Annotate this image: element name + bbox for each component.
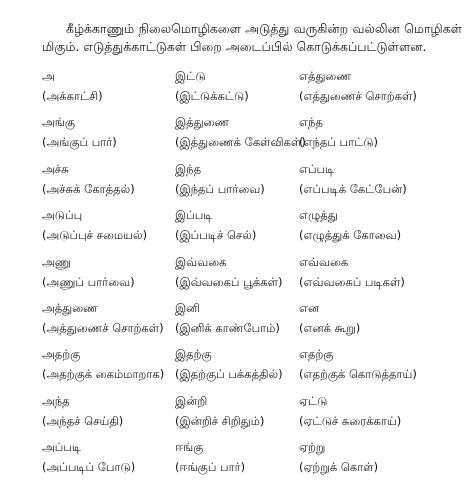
example-cell: (எப்படிக் கேட்பேன்): [299, 181, 407, 196]
word-cell: அப்படி: [42, 440, 82, 455]
example-row: [42, 180, 462, 198]
word-cell: ஏட்டு: [299, 393, 328, 408]
word-cell: இந்த: [175, 161, 202, 176]
example-cell: (இனிக் காண்போம்): [175, 320, 280, 335]
word-group-2: [42, 113, 462, 159]
example-row: [42, 226, 462, 244]
example-cell: (இதற்குப் பக்கத்தில்): [175, 367, 283, 382]
example-cell: (ஏட்டுச் சுரைக்காய்): [299, 413, 402, 428]
example-cell: (இத்துணைக் கேள்விகள்): [175, 135, 306, 150]
example-cell: (எவ்வகைப் படிகள்): [299, 274, 405, 289]
example-cell: (அந்தச் செய்தி): [42, 413, 124, 428]
word-row: [42, 206, 462, 224]
example-cell: (எந்தப் பாட்டு): [299, 135, 379, 150]
word-cell: அதற்கு: [42, 347, 81, 362]
word-group-8: [42, 392, 462, 438]
word-cell: ஏற்று: [299, 440, 326, 455]
example-cell: (எத்துணைச் சொற்கள்): [299, 89, 417, 103]
example-cell: (ஈங்குப் பார்): [175, 460, 246, 475]
word-cell: இன்றி: [175, 393, 208, 408]
example-cell: (ஏற்றுக் கொள்): [299, 460, 379, 475]
word-row: [42, 160, 462, 178]
word-cell: எழுத்து: [299, 208, 338, 223]
example-cell: (அக்காட்சி): [42, 89, 103, 103]
word-group-1: [42, 67, 462, 113]
word-cell: இட்டு: [175, 69, 206, 83]
word-row: [42, 299, 462, 317]
example-row: [42, 319, 462, 337]
example-row: [42, 273, 462, 291]
word-row: [42, 253, 462, 271]
word-cell: அந்த: [42, 393, 70, 408]
word-cell: இனி: [175, 300, 200, 315]
word-group-9: [42, 438, 462, 484]
word-cell: எந்த: [299, 115, 323, 130]
word-row: [42, 345, 462, 363]
word-cell: இதற்கு: [175, 347, 212, 362]
word-row: [42, 113, 462, 131]
word-cell: இப்படி: [175, 208, 213, 223]
word-cell: எவ்வகை: [299, 254, 349, 269]
example-cell: (எனக் கூறு): [299, 320, 361, 335]
word-cell: அங்கு: [42, 115, 76, 130]
word-cell: என: [299, 300, 320, 315]
example-cell: (இட்டுக்கட்டு): [175, 89, 249, 103]
word-group-4: [42, 206, 462, 252]
word-cell: அ: [42, 69, 55, 83]
example-cell: (அங்குப் பார்): [42, 135, 117, 150]
example-cell: (அச்சுக் கோத்தல்): [42, 181, 135, 196]
example-cell: (இன்றிச் சிறிதும்): [175, 413, 265, 428]
word-group-5: [42, 253, 462, 299]
word-cell: ஈங்கு: [175, 440, 204, 455]
example-cell: (அத்துணைச் சொற்கள்): [42, 320, 164, 335]
example-cell: (இப்படிச் செல்): [175, 228, 257, 243]
word-cell: அச்சு: [42, 161, 69, 176]
intro-paragraph: கீழ்க்காணும் நிலைமொழிகளை அடுத்து வருகின்ற வல்லின மொழிகள் மிகும். எடுத்துக்காட்டுகள் பிறை அடைப்பில் கொடுக்கப்பட்டுள்ளன.: [42, 20, 462, 54]
word-cell: இவ்வகை: [175, 254, 227, 269]
word-row: [42, 392, 462, 410]
example-cell: (அடுப்புச் சமையல்): [42, 228, 148, 243]
word-cell: அடுப்பு: [42, 208, 83, 223]
example-row: [42, 365, 462, 383]
example-cell: (அணுப் பார்வை): [42, 274, 135, 289]
word-row: [42, 67, 462, 85]
example-row: [42, 133, 462, 151]
example-cell: (இந்தப் பார்வை): [175, 181, 265, 196]
word-cell: இத்துணை: [175, 115, 230, 130]
word-cell: எதற்கு: [299, 347, 334, 362]
word-group-7: [42, 345, 462, 391]
example-row: [42, 87, 462, 105]
word-group-6: [42, 299, 462, 345]
word-cell: அணு: [42, 254, 71, 269]
word-cell: அத்துணை: [42, 300, 98, 315]
example-row: [42, 412, 462, 430]
example-cell: (எழுத்துக் கோவை): [299, 228, 402, 243]
example-cell: (அப்படிப் போடு): [42, 460, 136, 475]
word-cell: எத்துணை: [299, 69, 351, 83]
word-group-3: [42, 160, 462, 206]
example-cell: (எதற்குக் கொடுத்தாய்): [299, 367, 417, 382]
word-example-grid: [42, 67, 462, 485]
word-row: [42, 438, 462, 456]
example-cell: (அதற்குக் கைம்மாறாக): [42, 367, 165, 382]
example-row: [42, 458, 462, 476]
word-cell: எப்படி: [299, 161, 335, 176]
example-cell: (இவ்வகைப் பூக்கள்): [175, 274, 283, 289]
